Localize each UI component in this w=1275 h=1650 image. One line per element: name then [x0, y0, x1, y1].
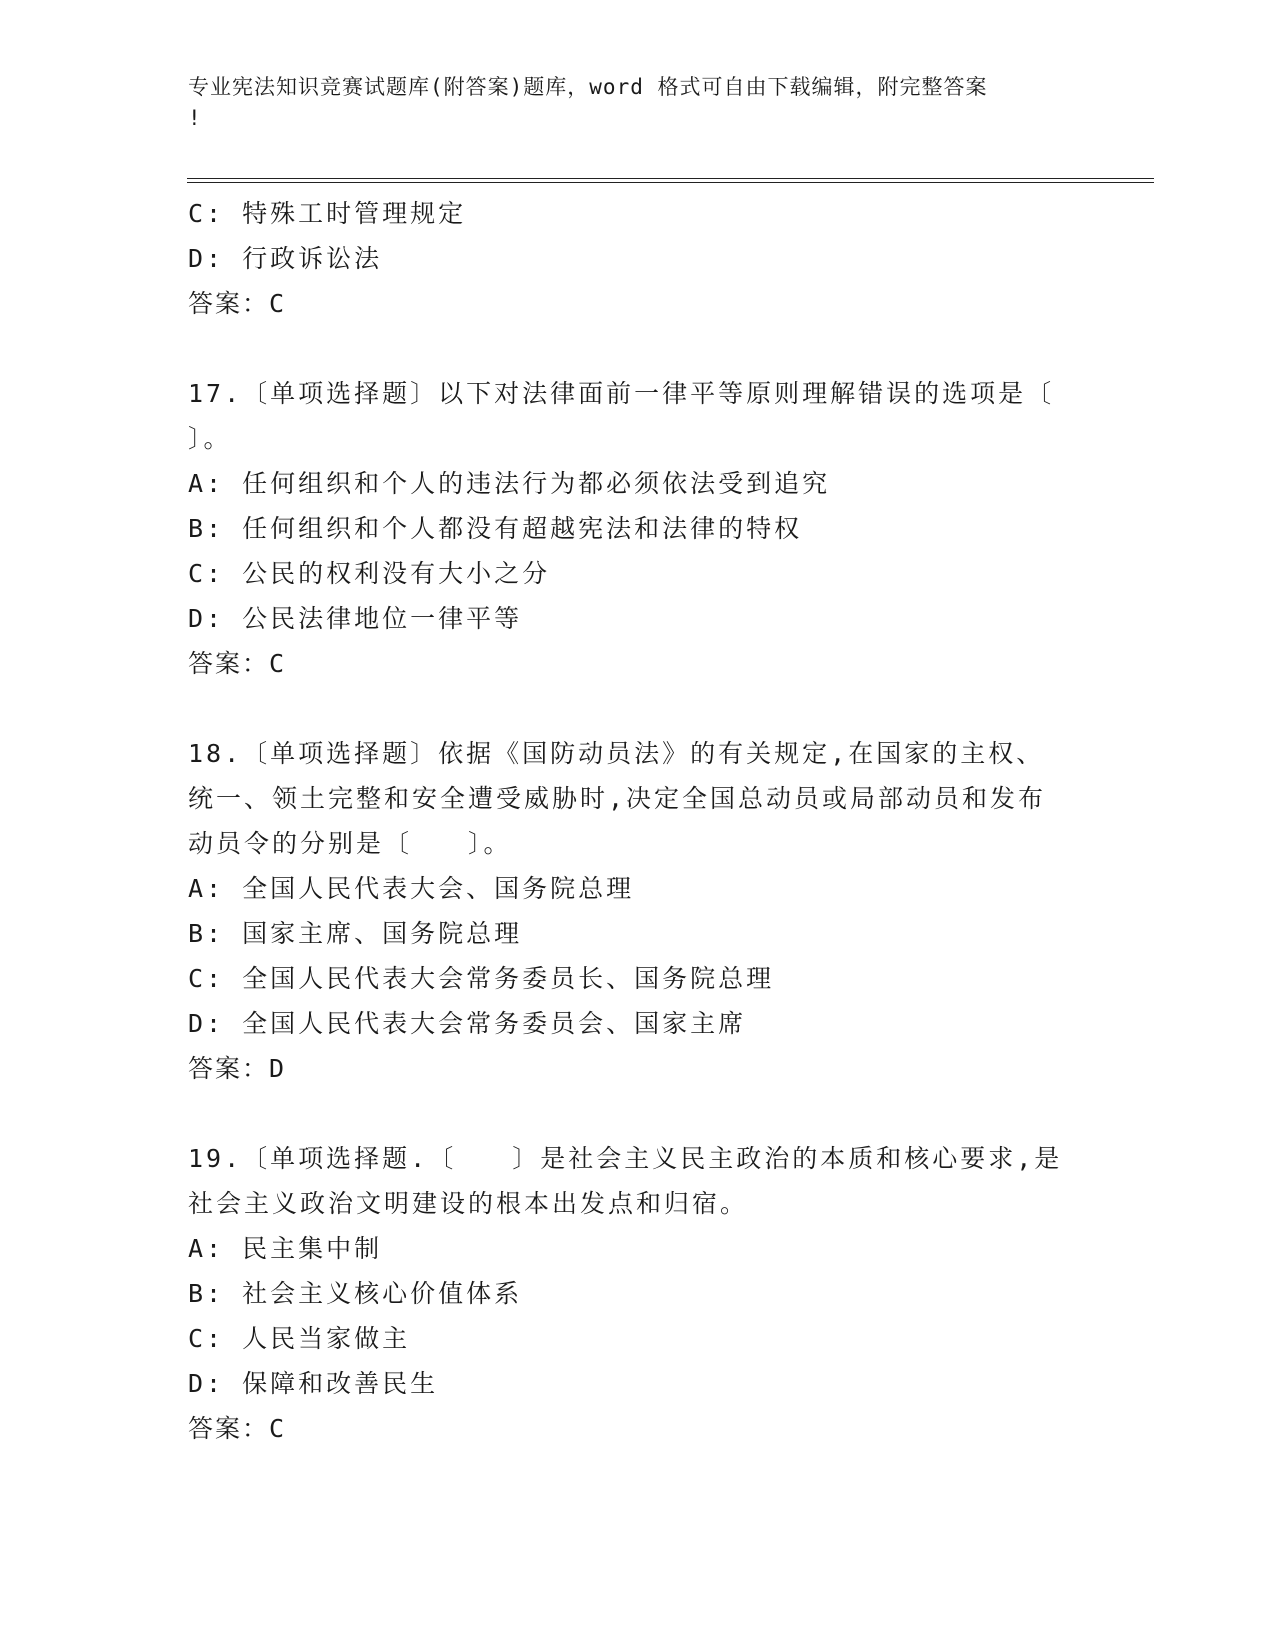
question-16 — [188, 191, 1088, 326]
option-b: B: 社会主义核心价值体系 — [188, 1279, 523, 1308]
option-c: C: 全国人民代表大会常务委员长、国务院总理 — [188, 964, 775, 993]
option-c: C: 公民的权利没有大小之分 — [188, 559, 551, 588]
answer: 答案：C — [188, 1414, 287, 1443]
option-a: A: 民主集中制 — [188, 1234, 383, 1263]
question-17 — [188, 371, 1088, 686]
question-stem: 〕。 — [188, 424, 232, 453]
answer: 答案：D — [188, 1054, 287, 1083]
option-b: B: 国家主席、国务院总理 — [188, 919, 523, 948]
header-divider-top — [187, 178, 1154, 179]
answer: 答案：C — [188, 649, 287, 678]
option-c: C: 人民当家做主 — [188, 1324, 411, 1353]
question-18 — [188, 731, 1088, 1091]
question-stem: 动员令的分别是〔 〕。 — [188, 829, 512, 858]
header-title: 专业宪法知识竞赛试题库(附答案)题库，word 格式可自由下载编辑，附完整答案 — [188, 75, 988, 99]
question-stem: 18.〔单项选择题〕依据《国防动员法》的有关规定,在国家的主权、 — [188, 739, 1045, 768]
option-c: C: 特殊工时管理规定 — [188, 199, 467, 228]
question-stem: 19.〔单项选择题.〔 〕是社会主义民主政治的本质和核心要求,是 — [188, 1144, 1063, 1173]
question-stem: 17.〔单项选择题〕以下对法律面前一律平等原则理解错误的选项是〔 — [188, 379, 1055, 408]
question-stem: 社会主义政治文明建设的根本出发点和归宿。 — [188, 1189, 749, 1218]
header-title-continuation: ! — [188, 106, 202, 130]
question-19 — [188, 1136, 1088, 1451]
option-d: D: 保障和改善民生 — [188, 1369, 439, 1398]
answer: 答案：C — [188, 289, 287, 318]
header-divider-bottom — [187, 182, 1154, 183]
option-d: D: 全国人民代表大会常务委员会、国家主席 — [188, 1009, 747, 1038]
spacer — [188, 686, 1088, 731]
option-d: D: 公民法律地位一律平等 — [188, 604, 523, 633]
option-a: A: 任何组织和个人的违法行为都必须依法受到追究 — [188, 469, 831, 498]
question-list — [188, 191, 1088, 1451]
spacer — [188, 326, 1088, 371]
spacer — [188, 1091, 1088, 1136]
question-stem: 统一、领土完整和安全遭受威胁时,决定全国总动员或局部动员和发布 — [188, 784, 1047, 813]
page-header — [188, 72, 1068, 134]
option-a: A: 全国人民代表大会、国务院总理 — [188, 874, 635, 903]
option-d: D: 行政诉讼法 — [188, 244, 383, 273]
option-b: B: 任何组织和个人都没有超越宪法和法律的特权 — [188, 514, 803, 543]
